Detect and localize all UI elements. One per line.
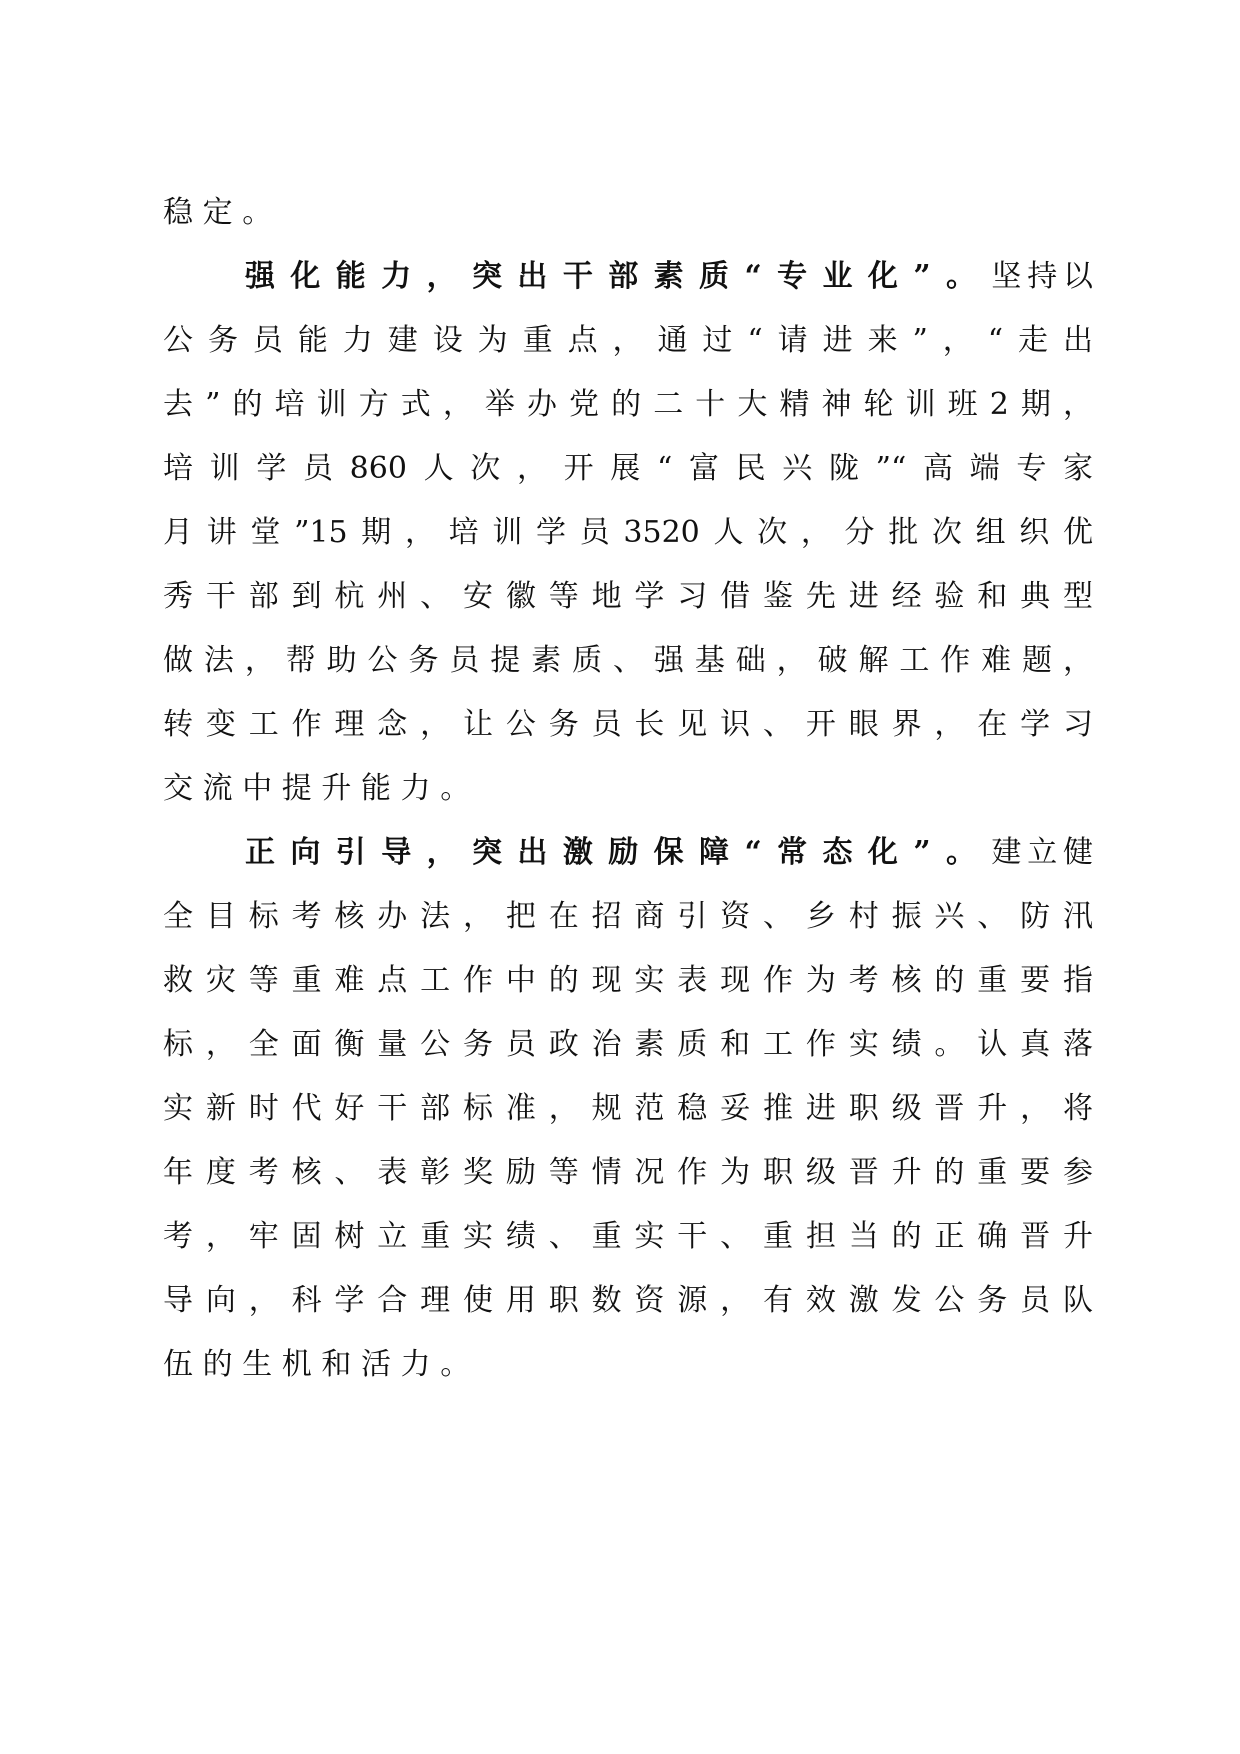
paragraph-continuation [163, 181, 1093, 245]
text-line: 实新时代好干部标准，规范稳妥推进职级晋升，将 [163, 1091, 1093, 1126]
text-line: 考，牢固树立重实绩、重实干、重担当的正确晋升 [163, 1219, 1093, 1254]
paragraph-incentive [163, 821, 1093, 1397]
text-line: 转变工作理念，让公务员长见识、开眼界，在学习 [163, 707, 1093, 742]
text-line: 救灾等重难点工作中的现实表现作为考核的重要指 [163, 963, 1093, 998]
text-line: 导向，科学合理使用职数资源，有效激发公务员队 [163, 1283, 1093, 1318]
text-fragment: 坚持以 [991, 259, 1093, 294]
text-fragment: 建立健 [991, 835, 1093, 870]
document-body [163, 181, 1093, 1397]
text-line: 年度考核、表彰奖励等情况作为职级晋升的重要参 [163, 1155, 1093, 1190]
text-line: 伍的生机和活力。 [163, 1347, 480, 1382]
text-line: 去”的培训方式，举办党的二十大精神轮训班2期， [163, 387, 1093, 422]
text-line: 月讲堂”15期，培训学员3520人次，分批次组织优 [163, 515, 1093, 550]
text-line-first [163, 821, 1093, 885]
text-line: 稳定。 [163, 195, 282, 230]
text-line: 全目标考核办法，把在招商引资、乡村振兴、防汛 [163, 899, 1093, 934]
text-line-first [163, 245, 1093, 309]
paragraph-heading: 正向引导，突出激励保障“常态化”。 [245, 835, 992, 870]
text-line: 交流中提升能力。 [163, 771, 480, 806]
text-line: 公务员能力建设为重点，通过“请进来”，“走出 [163, 323, 1093, 358]
text-line: 做法，帮助公务员提素质、强基础，破解工作难题， [163, 643, 1093, 678]
text-line: 培训学员860人次，开展“富民兴陇”“高端专家 [163, 451, 1093, 486]
text-line: 秀干部到杭州、安徽等地学习借鉴先进经验和典型 [163, 579, 1093, 614]
paragraph-heading: 强化能力，突出干部素质“专业化”。 [245, 259, 992, 294]
text-line: 标，全面衡量公务员政治素质和工作实绩。认真落 [163, 1027, 1093, 1062]
paragraph-capability [163, 245, 1093, 821]
